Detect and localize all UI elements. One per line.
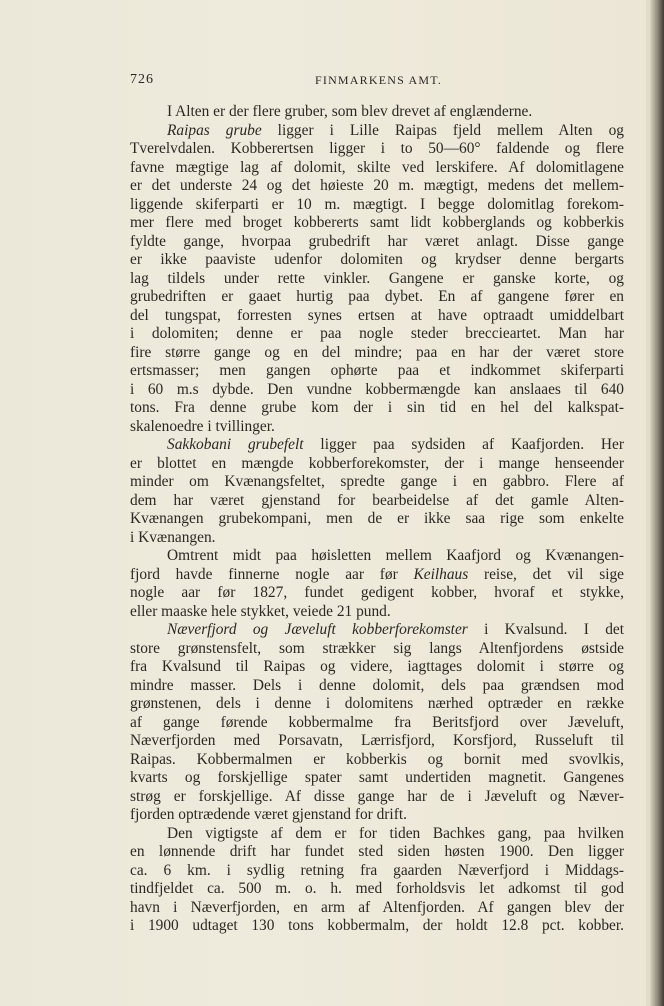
- italic-term: Sakkobani grubefelt: [167, 436, 304, 453]
- text-line: [130, 566, 624, 585]
- text-line: [130, 140, 624, 159]
- text-segment: fjord havde finnerne nogle aar før: [130, 565, 414, 583]
- text-segment: mindre masser. Dels i denne dolomit, dels paa grændsen mod: [130, 676, 624, 694]
- text-segment: liggende skiferparti er 10 m. mægtigt. I begge dolomitlag forekom-: [130, 195, 624, 213]
- text-segment: minder om Kvænangsfeltet, spredte gange i en gabbro. Flere af: [130, 473, 624, 490]
- text-segment: lag tildels under rette vinkler. Gangene er ganske korte, og: [130, 269, 624, 287]
- page-edge: [650, 0, 664, 1006]
- text-line: [130, 917, 624, 936]
- text-segment: i 60 m.s dybde. Den vundne kobbermængde kan anslaaes til 640: [130, 380, 624, 398]
- text-segment: ligger paa sydsiden af Kaafjorden. Her: [303, 436, 624, 453]
- text-segment: i 1900 udtaget 130 tons kobbermalm, der holdt 12.8 pct. kobber.: [130, 917, 624, 934]
- text-line: [130, 381, 624, 400]
- text-segment: havn i Næverfjorden, en arm af Altenfjorden. Af gangen blev der: [130, 898, 624, 916]
- text-segment: dem har været gjenstand for bearbeidelse af det gamle Alten-: [130, 491, 624, 509]
- page-number: 726: [130, 72, 154, 87]
- text-line: [130, 270, 624, 289]
- text-segment: Næverfjorden med Porsavatn, Lærrisfjord, Korsfjord, Russeluft til: [130, 732, 624, 749]
- text-line: [130, 418, 624, 437]
- text-line: [130, 122, 624, 141]
- italic-term: Raipas grube: [167, 121, 262, 139]
- text-segment: Kvænangen grubekompani, men de er ikke saa rige som enkelte: [130, 510, 624, 527]
- text-line: [130, 825, 624, 844]
- text-segment: strøg er forskjellige. Af disse gange har de i Jæveluft og Næver-: [130, 787, 624, 805]
- text-segment: ca. 6 km. i sydlig retning fra gaarden Næverfjord i Middags-: [130, 861, 624, 879]
- text-line: [130, 658, 624, 677]
- text-segment: er ikke paaviste udenfor dolomiten og krydser denne bergarts: [130, 251, 624, 268]
- text-segment: favne mægtige lag af dolomit, skilte ved lerskifere. Af dolomitlagene: [130, 158, 624, 176]
- text-line: [130, 862, 624, 881]
- text-line: [130, 788, 624, 807]
- text-line: [130, 159, 624, 178]
- text-segment: ertsmasser; men gangen ophørte paa et indkommet skiferparti: [130, 362, 624, 379]
- text-segment: grubedriften er gaaet hurtig paa dybet. En af gangene fører en: [130, 288, 624, 305]
- text-segment: i Kvænangen.: [130, 528, 216, 546]
- text-segment: tindfjeldet ca. 500 m. o. h. med forholdsvis let adkomst til god: [130, 880, 624, 897]
- text-segment: fyldte gange, hvorpaa grubedrift har været anlagt. Disse gange: [130, 232, 624, 250]
- text-segment: Omtrent midt paa høisletten mellem Kaafjord og Kvænangen-: [167, 547, 624, 564]
- text-line: [130, 732, 624, 751]
- body-text: [130, 103, 624, 936]
- text-line: [130, 714, 624, 733]
- text-line: [130, 196, 624, 215]
- text-segment: er blottet en mængde kobberforekomster, der i mange henseender: [130, 454, 624, 472]
- running-title: FINMARKENS AMT.: [315, 73, 443, 87]
- text-line: [130, 695, 624, 714]
- text-line: [130, 677, 624, 696]
- text-line: [130, 251, 624, 270]
- text-segment: I Alten er der flere gruber, som blev drevet af englænderne.: [167, 103, 533, 120]
- text-segment: er det underste 24 og det høieste 20 m. mægtigt, medens det mellem-: [130, 177, 624, 194]
- text-line: [130, 584, 624, 603]
- text-line: [130, 510, 624, 529]
- text-line: [130, 880, 624, 899]
- text-segment: ligger i Lille Raipas fjeld mellem Alten og: [261, 121, 624, 139]
- text-line: [130, 233, 624, 252]
- text-line: [130, 436, 624, 455]
- text-line: [130, 455, 624, 474]
- text-segment: skalenoedre i tvillinger.: [130, 417, 275, 435]
- text-line: [130, 769, 624, 788]
- text-segment: i dolomiten; denne er paa nogle steder breccieartet. Man har: [130, 325, 624, 342]
- text-line: [130, 177, 624, 196]
- text-segment: eller maaske hele stykket, veiede 21 pund.: [130, 602, 391, 620]
- text-segment: nogle aar før 1827, fundet gedigent kobber, hvoraf et stykke,: [130, 584, 624, 601]
- text-segment: fra Kvalsund til Raipas og videre, iagttages dolomit i større og: [130, 658, 624, 675]
- text-line: [130, 307, 624, 326]
- text-segment: mer flere med broget kobbererts samt lidt kobberglands og kobberkis: [130, 214, 624, 231]
- text-segment: store grønstensfelt, som strækker sig langs Altenfjordens østside: [130, 639, 624, 657]
- text-line: [130, 325, 624, 344]
- text-segment: Den vigtigste af dem er for tiden Bachkes gang, paa hvilken: [167, 824, 624, 842]
- text-segment: af gange førende kobbermalme fra Beritsfjord over Jæveluft,: [130, 713, 624, 731]
- text-segment: reise, det vil sige: [468, 565, 625, 583]
- text-line: [130, 362, 624, 381]
- text-line: [130, 621, 624, 640]
- text-segment: Tverelvdalen. Kobberertsen ligger i to 50—60° faldende og flere: [130, 140, 624, 157]
- text-line: [130, 288, 624, 307]
- text-line: [130, 103, 624, 122]
- text-segment: fire større gange og en del mindre; paa en har der været store: [130, 343, 624, 361]
- text-line: [130, 899, 624, 918]
- text-line: [130, 214, 624, 233]
- italic-term: Keilhaus: [413, 565, 469, 583]
- text-line: [130, 399, 624, 418]
- text-line: [130, 547, 624, 566]
- text-segment: Raipas. Kobbermalmen er kobberkis og bornit med svovlkis,: [130, 750, 624, 768]
- italic-term: Næverfjord og Jæveluft kobberforekomster: [167, 621, 468, 638]
- page-header: [130, 72, 624, 90]
- text-line: [130, 843, 624, 862]
- text-segment: grønstenen, dels i denne i dolomitens nærhed optræder en række: [130, 695, 624, 712]
- text-line: [130, 344, 624, 363]
- text-segment: del tungspat, forresten synes ertsen at have optraadt umiddelbart: [130, 306, 624, 324]
- text-segment: tons. Fra denne grube kom der i sin tid en hel del kalkspat-: [130, 399, 624, 416]
- text-line: [130, 492, 624, 511]
- text-segment: i Kvalsund. I det: [467, 621, 624, 638]
- text-line: [130, 529, 624, 548]
- text-segment: kvarts og forskjellige spater samt undertiden magnetit. Gangenes: [130, 769, 624, 786]
- text-segment: fjorden optrædende været gjenstand for drift.: [130, 806, 407, 823]
- text-line: [130, 806, 624, 825]
- text-line: [130, 751, 624, 770]
- text-line: [130, 603, 624, 622]
- text-line: [130, 473, 624, 492]
- text-segment: en lønnende drift har fundet sted siden høsten 1900. Den ligger: [130, 843, 624, 860]
- text-line: [130, 640, 624, 659]
